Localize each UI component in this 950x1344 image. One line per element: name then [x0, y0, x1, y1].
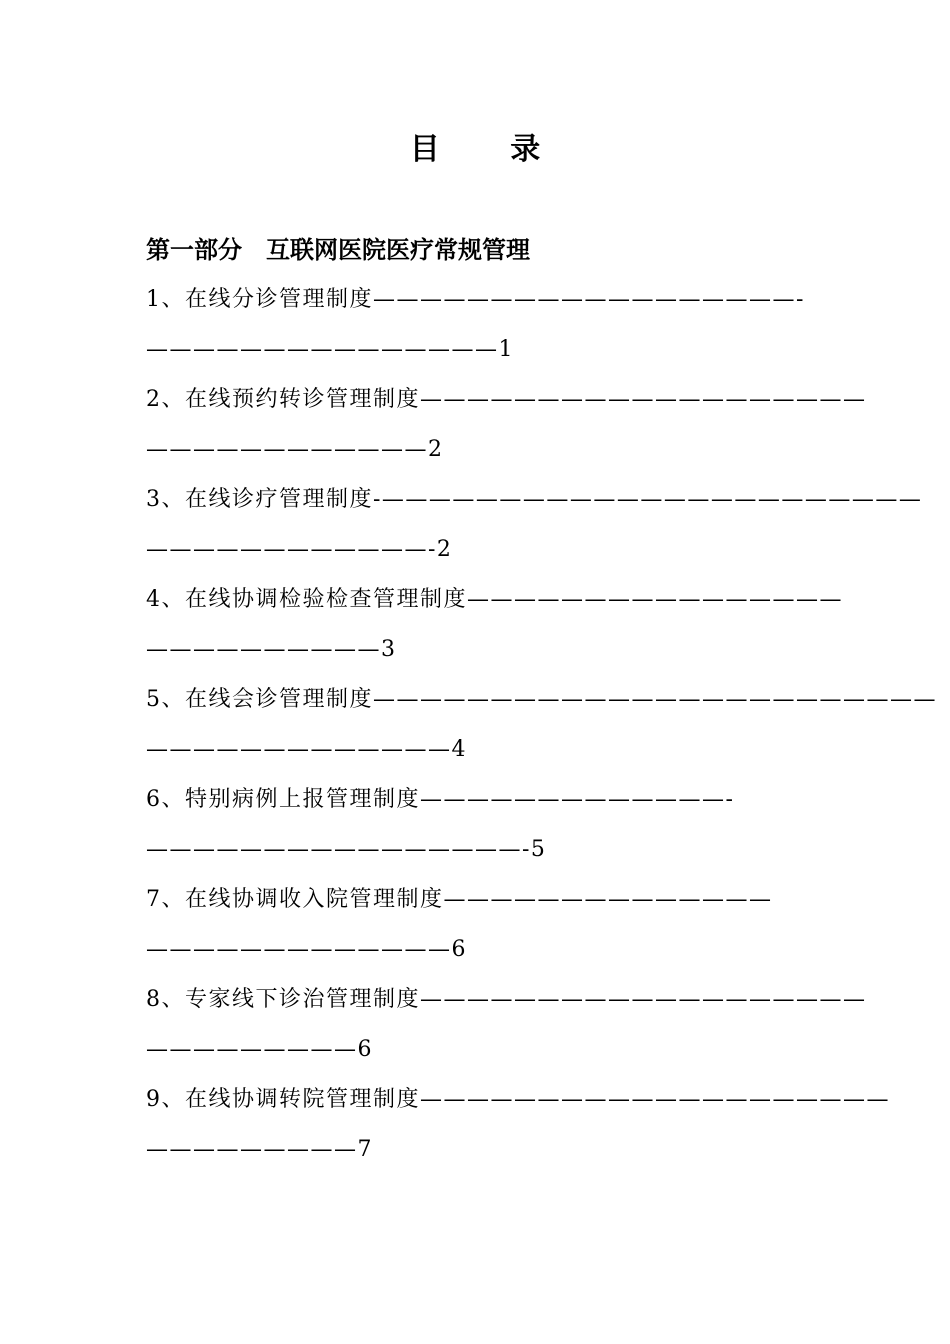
- toc-entry-1-line-2: ———————————————1: [146, 337, 514, 362]
- toc-entry-8-line-2: —————————6: [146, 1037, 373, 1062]
- toc-entry-4-line-1: 4、在线协调检验检查管理制度————————————————: [146, 587, 843, 612]
- document-title: 目 录: [409, 132, 571, 167]
- toc-entry-9-line-2: —————————7: [146, 1137, 373, 1162]
- toc-entry-1-line-1: 1、在线分诊管理制度——————————————————-: [146, 287, 805, 312]
- toc-entry-2-line-1: 2、在线预约转诊管理制度———————————————————: [146, 387, 867, 412]
- toc-entry-4-line-2: ——————————3: [146, 637, 397, 662]
- toc-entry-7-line-1: 7、在线协调收入院管理制度——————————————: [146, 887, 773, 912]
- toc-entry-6-line-1: 6、特别病例上报管理制度—————————————-: [146, 787, 735, 812]
- toc-entry-3-line-1: 3、在线诊疗管理制度-———————————————————————: [146, 487, 923, 512]
- toc-entry-6-line-2: ————————————————-5: [146, 837, 547, 862]
- toc-entry-8-line-1: 8、专家线下诊治管理制度———————————————————: [146, 987, 867, 1012]
- toc-entry-5-line-1: 5、在线会诊管理制度————————————————————————: [146, 687, 937, 712]
- toc-entry-9-line-1: 9、在线协调转院管理制度————————————————————: [146, 1087, 890, 1112]
- toc-entry-7-line-2: —————————————6: [146, 937, 467, 962]
- table-of-contents: [146, 280, 937, 1180]
- toc-entry-5-line-2: —————————————4: [146, 737, 467, 762]
- toc-entry-2-line-2: ————————————2: [146, 437, 444, 462]
- toc-entry-3-line-2: ————————————-2: [146, 537, 453, 562]
- part-heading: 第一部分 互联网医院医疗常规管理: [146, 235, 530, 264]
